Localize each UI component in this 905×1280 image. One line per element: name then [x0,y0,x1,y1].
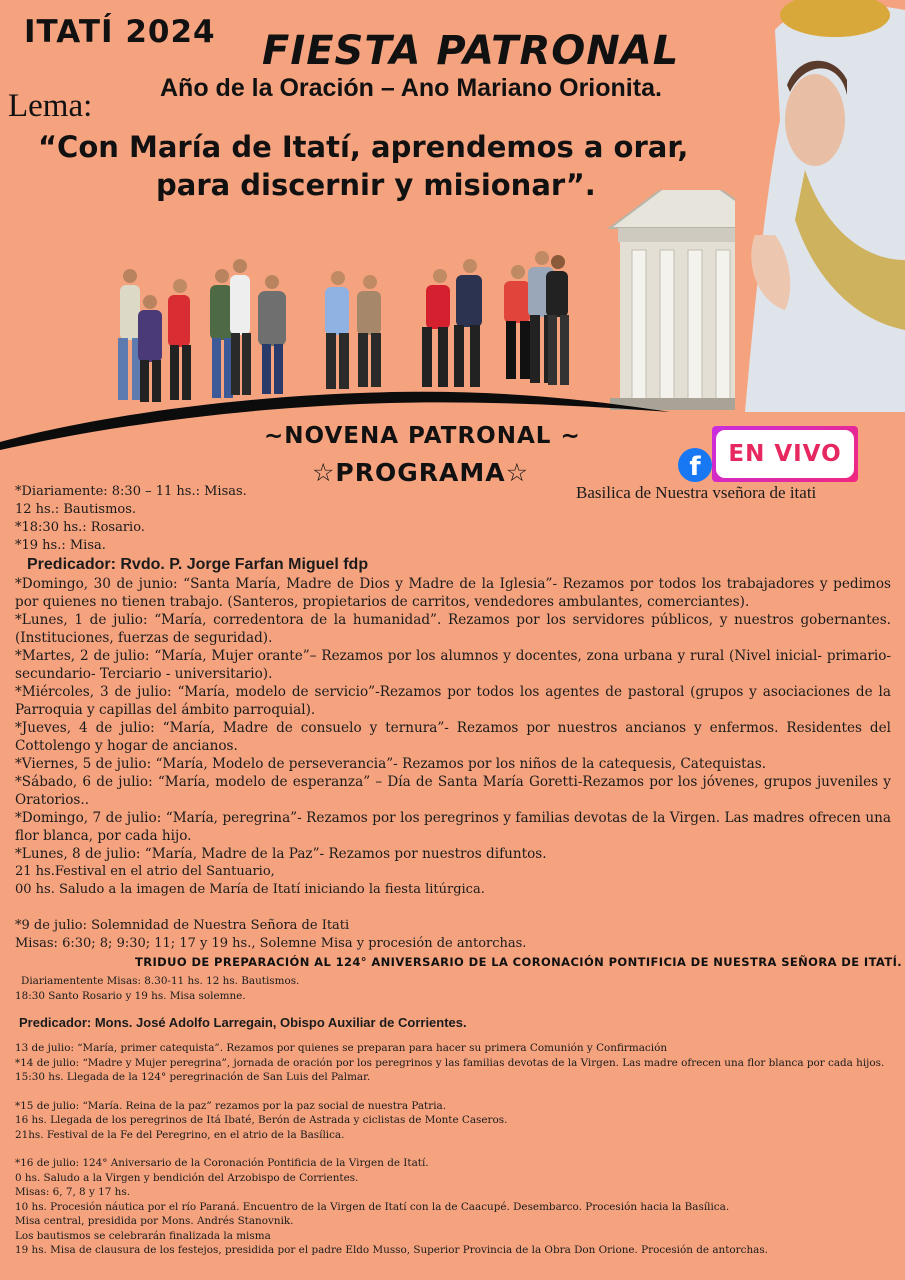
year-heading: ITATÍ 2024 [24,14,216,50]
triduo-line: Misas: 6, 7, 8 y 17 hs. [15,1186,130,1198]
schedule-line: *18:30 hs.: Rosario. [15,520,145,535]
basilica-caption: Basilica de Nuestra vseñora de itati [576,483,817,502]
program-day: *Domingo, 7 de julio: “María, peregrina”- Rezamos por los peregrinos y familias devotas de la Virgen. Las madres ofrecen una flor blanca, por cada hijo. [15,810,891,844]
triduo-line: 15:30 hs. Llegada de la 124° peregrinación de San Luis del Palmar. [15,1071,371,1083]
live-badge-label: EN VIVO [716,430,854,478]
novena-program [15,483,891,953]
program-day: *Domingo, 30 de junio: “Santa María, Madre de Dios y Madre de la Iglesia”- Rezamos por todos los trabajadores y pedimos por quienes no tienen trabajo. (Santeros, propietarios de carritos, vendedores ambulantes, comerciantes). [15,576,891,610]
schedule-line: *19 hs.: Misa. [15,538,106,553]
triduo-line: 0 hs. Saludo a la Virgen y bendición del Arzobispo de Corrientes. [15,1171,359,1184]
solemnity-masses: Misas: 6:30; 8; 9:30; 11; 17 y 19 hs., Solemne Misa y procesión de antorchas. [15,936,527,951]
triduo-preacher: Predicador: Mons. José Adolfo Larregain, Obispo Auxiliar de Corrientes. [19,1015,467,1030]
triduo-line: *14 de julio: “Madre y Mujer peregrina”, jornada de oración por los peregrinos y las familias devotas de la Virgen. Las madre ofrecen una flor blanca por cada hijos. [15,1056,885,1069]
live-badge[interactable] [712,426,858,482]
facebook-icon[interactable] [678,448,712,482]
program-day: *Jueves, 4 de julio: “María, Madre de consuelo y ternura”- Rezamos por nuestros ancianos y enfermos. Residentes del Cottolengo y hogar de ancianos. [15,720,891,754]
page-subtitle: Año de la Oración – Ano Mariano Orionita. [160,74,662,102]
program-day: *Viernes, 5 de julio: “María, Modelo de perseverancia”- Rezamos por los niños de la catequesis, Catequistas. [15,756,767,772]
triduo-schedule: Diariamentente Misas: 8.30-11 hs. 12 hs. Bautismos. [21,975,300,987]
triduo-line: 21hs. Festival de la Fe del Peregrino, en el atrio de la Basílica. [15,1128,345,1141]
program-day: *Sábado, 6 de julio: “María, modelo de esperanza” – Día de Santa María Goretti-Rezamos por los jóvenes, grupos juveniles y Oratorios.. [15,774,891,808]
triduo-line: 19 hs. Misa de clausura de los festejos, presidida por el padre Eldo Musso, Superior Provincia de la Obra Don Orione. Procesión de antorchas. [15,1244,768,1256]
triduo-line: *15 de julio: “María. Reina de la paz” rezamos por la paz social de nuestra Patria. [15,1099,447,1112]
schedule-line: 12 hs.: Bautismos. [15,502,137,517]
triduo-line: *16 de julio: 124° Aniversario de la Coronación Pontificia de la Virgen de Itatí. [15,1157,429,1169]
novena-heading: ~NOVENA PATRONAL ~ [264,423,581,449]
triduo-schedule: 18:30 Santo Rosario y 19 hs. Misa solemne. [15,989,246,1002]
program-day: *Miércoles, 3 de julio: “María, modelo de servicio”-Rezamos por todos los agentes de pastoral (grupos y asociaciones de la Parroquia y capillas del ámbito parroquial). [15,684,891,718]
solemnity-line: *9 de julio: Solemnidad de Nuestra Señora de Itati [15,918,350,933]
triduo-line: 13 de julio: “María, primer catequista”. Rezamos por quienes se preparan para hacer su primera Comunión y Confirmación [15,1042,668,1054]
triduo-program [15,974,895,1258]
schedule-line: *Diariamente: 8:30 – 11 hs.: Misas. [15,484,247,499]
lema-line-2: para discernir y misionar”. [156,168,596,202]
program-day: *Martes, 2 de julio: “María, Mujer orante”– Rezamos por los alumnos y docentes, zona urbana y rural (Nivel inicial- primario-secundario- Terciario - universitario). [15,648,891,682]
festival-line: 21 hs.Festival en el atrio del Santuario, [15,864,275,879]
lema-line-1: “Con María de Itatí, aprendemos a orar, [38,130,689,164]
triduo-line: 10 hs. Procesión náutica por el río Paraná. Encuentro de la Virgen de Itatí con la de Caacupé. Desembarco. Procesión hacia la Basílica. [15,1200,730,1213]
triduo-line: Los bautismos se celebrarán finalizada la misma [15,1229,271,1242]
triduo-heading: TRIDUO DE PREPARACIÓN AL 124° ANIVERSARIO DE LA CORONACIÓN PONTIFICIA DE NUESTRA SEÑORA DE ITATÍ. [135,955,903,969]
program-day: *Lunes, 1 de julio: “María, corredentora de la humanidad”. Rezamos por los servidores públicos, y nuestros gobernantes. (Instituciones, fuerzas de seguridad). [15,612,891,646]
programa-heading: ☆PROGRAMA☆ [312,458,529,487]
pilgrims-illustration [118,251,569,402]
festival-line: 00 hs. Saludo a la imagen de María de Itatí iniciando la fiesta litúrgica. [15,882,485,897]
page-title: FIESTA PATRONAL [262,28,680,74]
program-day: *Lunes, 8 de julio: “María, Madre de la Paz”- Rezamos por nuestros difuntos. [15,846,547,862]
virgin-statue-image [735,0,905,412]
triduo-line: 16 hs. Llegada de los peregrinos de Itá Ibaté, Berón de Astrada y ciclistas de Monte Caseros. [15,1114,508,1126]
lema-label: Lema: [8,88,93,124]
preacher-line: Predicador: Rvdo. P. Jorge Farfan Miguel fdp [27,556,369,573]
triduo-line: Misa central, presidida por Mons. Andrés Stanovnik. [15,1215,294,1227]
facebook-glyph: f [689,452,701,482]
